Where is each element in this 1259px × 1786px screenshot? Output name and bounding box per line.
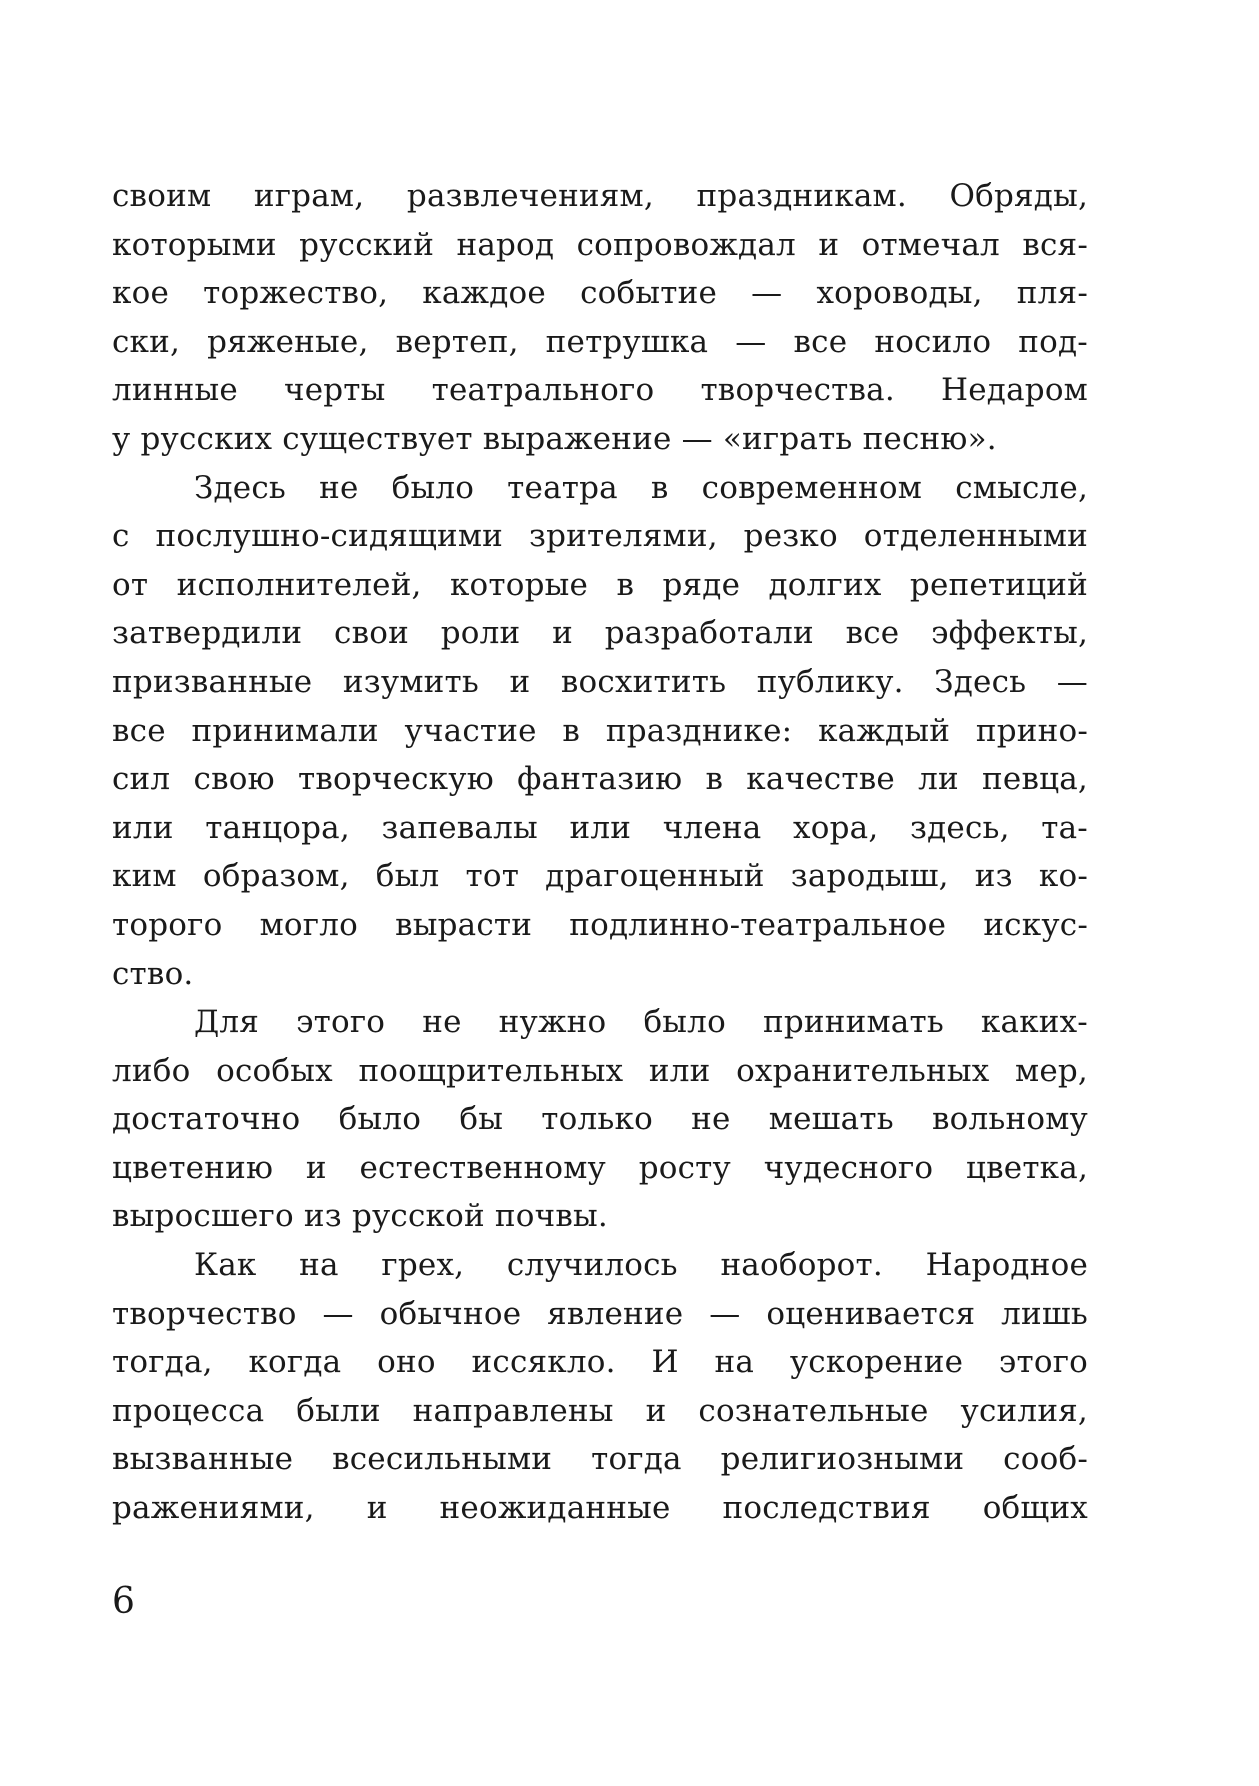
text-line: призванные изумить и восхитить публику. Здесь — bbox=[112, 663, 1088, 700]
text-line: ражениями, и неожиданные последствия общих bbox=[112, 1490, 1088, 1527]
text-line: с послушно-сидящими зрителями, резко отделенными bbox=[112, 518, 1088, 555]
text-line: или танцора, запевалы или члена хора, здесь, та- bbox=[112, 809, 1088, 846]
text-line: процесса были направлены и сознательные усилия, bbox=[112, 1392, 1088, 1429]
text-line: Как на грех, случилось наоборот. Народное bbox=[194, 1247, 1088, 1284]
text-line: своим играм, развлечениям, праздникам. Обряды, bbox=[112, 178, 1088, 214]
text-line: которыми русский народ сопровождал и отмечал вся- bbox=[112, 226, 1088, 263]
text-line: творчество — обычное явление — оценивается лишь bbox=[112, 1295, 1088, 1332]
text-line: торого могло вырасти подлинно-театральное искус- bbox=[112, 906, 1088, 943]
text-line: ски, ряженые, вертеп, петрушка — все носило под- bbox=[112, 323, 1088, 360]
text-line: все принимали участие в празднике: каждый прино- bbox=[112, 712, 1088, 749]
text-line: линные черты театрального творчества. Недаром bbox=[112, 372, 1088, 409]
text-line: вызванные всесильными тогда религиозными сооб- bbox=[112, 1441, 1088, 1478]
page-number: 6 bbox=[112, 1581, 135, 1622]
text-line: выросшего из русской почвы. bbox=[112, 1198, 608, 1235]
text-line: от исполнителей, которые в ряде долгих репетиций bbox=[112, 566, 1088, 603]
text-line: ство. bbox=[112, 955, 194, 992]
text-line: у русских существует выражение — «играть песню». bbox=[112, 420, 997, 457]
text-line: затвердили свои роли и разработали все эффекты, bbox=[112, 615, 1088, 652]
text-line: Для этого не нужно было принимать каких- bbox=[194, 1004, 1088, 1041]
text-line: кое торжество, каждое событие — хороводы, пля- bbox=[112, 275, 1088, 312]
text-line: Здесь не было театра в современном смысле, bbox=[194, 469, 1088, 506]
text-line: либо особых поощрительных или охранительных мер, bbox=[112, 1052, 1088, 1089]
text-line: ким образом, был тот драгоценный зародыш, из ко- bbox=[112, 858, 1088, 895]
text-line: достаточно было бы только не мешать вольному bbox=[112, 1101, 1088, 1138]
text-line: сил свою творческую фантазию в качестве ли певца, bbox=[112, 761, 1088, 798]
body-text bbox=[112, 172, 1088, 1533]
text-line: цветению и естественному росту чудесного цветка, bbox=[112, 1149, 1088, 1186]
text-line: тогда, когда оно иссякло. И на ускорение этого bbox=[112, 1344, 1088, 1381]
